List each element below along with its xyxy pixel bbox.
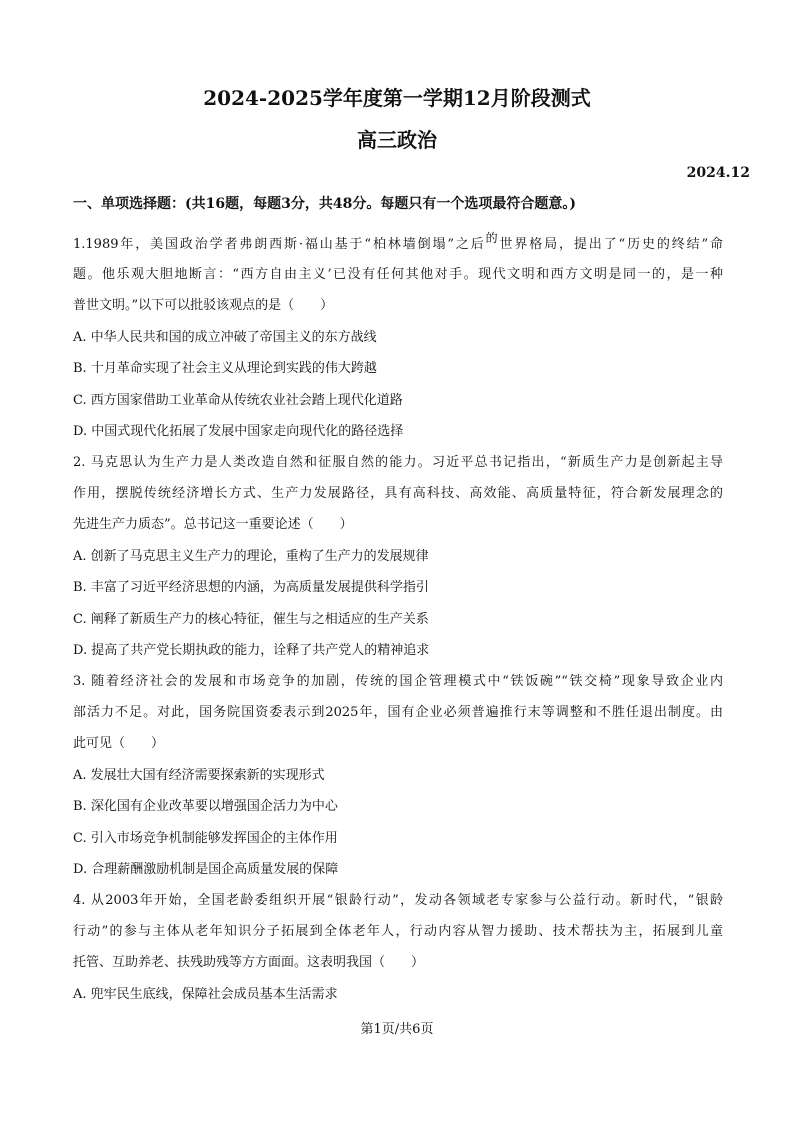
question-3-option-c: C. 引入市场竞争机制能够发挥国企的主体作用 <box>73 831 338 846</box>
question-1-stem-text-continued: 世界格局，提出了“历史的终结”命 <box>499 237 723 252</box>
question-2-option-a: A. 创新了马克思主义生产力的理论，重构了生产力的发展规律 <box>73 549 429 564</box>
question-1-stem-text: 1.1989年，美国政治学者弗朗西斯·福山基于“柏林墙倒塌”之后 <box>73 237 486 252</box>
question-1-option-d: D. 中国式现代化拓展了发展中国家走向现代化的路径选择 <box>73 424 404 439</box>
question-2-stem-line-3: 先进生产力质态”。总书记这一重要论述（ ） <box>73 517 353 532</box>
question-1-stem-line-1 <box>73 231 723 255</box>
question-1-stem-line-3: 普世文明。”以下可以批驳该观点的是（ ） <box>73 298 334 313</box>
question-2-option-d: D. 提高了共产党长期执政的能力，诠释了共产党人的精神追求 <box>73 643 430 658</box>
question-4-stem-line-3: 托管、互助养老、扶残助残等方方面面。这表明我国（ ） <box>73 955 425 970</box>
question-2-stem-line-2: 作用，摆脱传统经济增长方式、生产力发展路径，具有高科技、高效能、高质量特征，符合新发展理念的 <box>73 486 723 501</box>
question-3-stem-line-3: 此可见（ ） <box>73 736 165 751</box>
document-date: 2024.12 <box>686 165 750 181</box>
question-3-option-b: B. 深化国有企业改革要以增强国企活力为中心 <box>73 799 338 814</box>
question-3-stem-line-1: 3. 随着经济社会的发展和市场竞争的加剧，传统的国企管理模式中“铁饭碗”“铁交椅”现象导致企业内 <box>73 674 723 689</box>
question-4-stem-line-2: 行动”的参与主体从老年知识分子拓展到全体老年人，行动内容从智力援助、技术帮扶为主，拓展到儿童 <box>73 924 723 939</box>
question-1-stem-superscript: 的 <box>485 231 500 245</box>
page-number: 第1页/共6页 <box>360 1022 434 1037</box>
document-title: 2024-2025学年度第一学期12月阶段测式 <box>203 86 591 110</box>
question-4-stem-line-1: 4. 从2003年开始，全国老龄委组织开展“银龄行动”，发动各领域老专家参与公益行动。新时代，“银龄 <box>73 893 723 908</box>
question-2-option-c: C. 阐释了新质生产力的核心特征，催生与之相适应的生产关系 <box>73 612 429 627</box>
question-1-stem-line-2: 题。他乐观大胆地断言：“西方自由主义’已没有任何其他对手。现代文明和西方文明是同一的，是一种 <box>73 267 723 282</box>
question-4-option-a: A. 兜牢民生底线，保障社会成员基本生活需求 <box>73 987 338 1002</box>
question-1-option-c: C. 西方国家借助工业革命从传统农业社会踏上现代化道路 <box>73 393 403 408</box>
document-subtitle: 高三政治 <box>357 128 437 152</box>
question-3-option-a: A. 发展壮大国有经济需要探索新的实现形式 <box>73 768 325 783</box>
section-heading: 一、单项选择题：(共16题，每题3分，共48分。每题只有一个选项最符合题意。) <box>73 196 576 212</box>
question-1-option-b: B. 十月革命实现了社会主义从理论到实践的伟大跨越 <box>73 361 377 376</box>
question-2-option-b: B. 丰富了习近平经济思想的内涵，为高质量发展提供科学指引 <box>73 580 429 595</box>
question-2-stem-line-1: 2. 马克思认为生产力是人类改造自然和征服自然的能力。习近平总书记指出，“新质生产力是创新起主导 <box>73 455 723 470</box>
question-3-stem-line-2: 部活力不足。对此，国务院国资委表示到2025年，国有企业必须普遍推行末等调整和不胜任退出制度。由 <box>73 705 723 720</box>
question-3-option-d: D. 合理薪酬激励机制是国企高质量发展的保障 <box>73 862 339 877</box>
question-1-option-a: A. 中华人民共和国的成立冲破了帝国主义的东方战线 <box>73 330 377 345</box>
